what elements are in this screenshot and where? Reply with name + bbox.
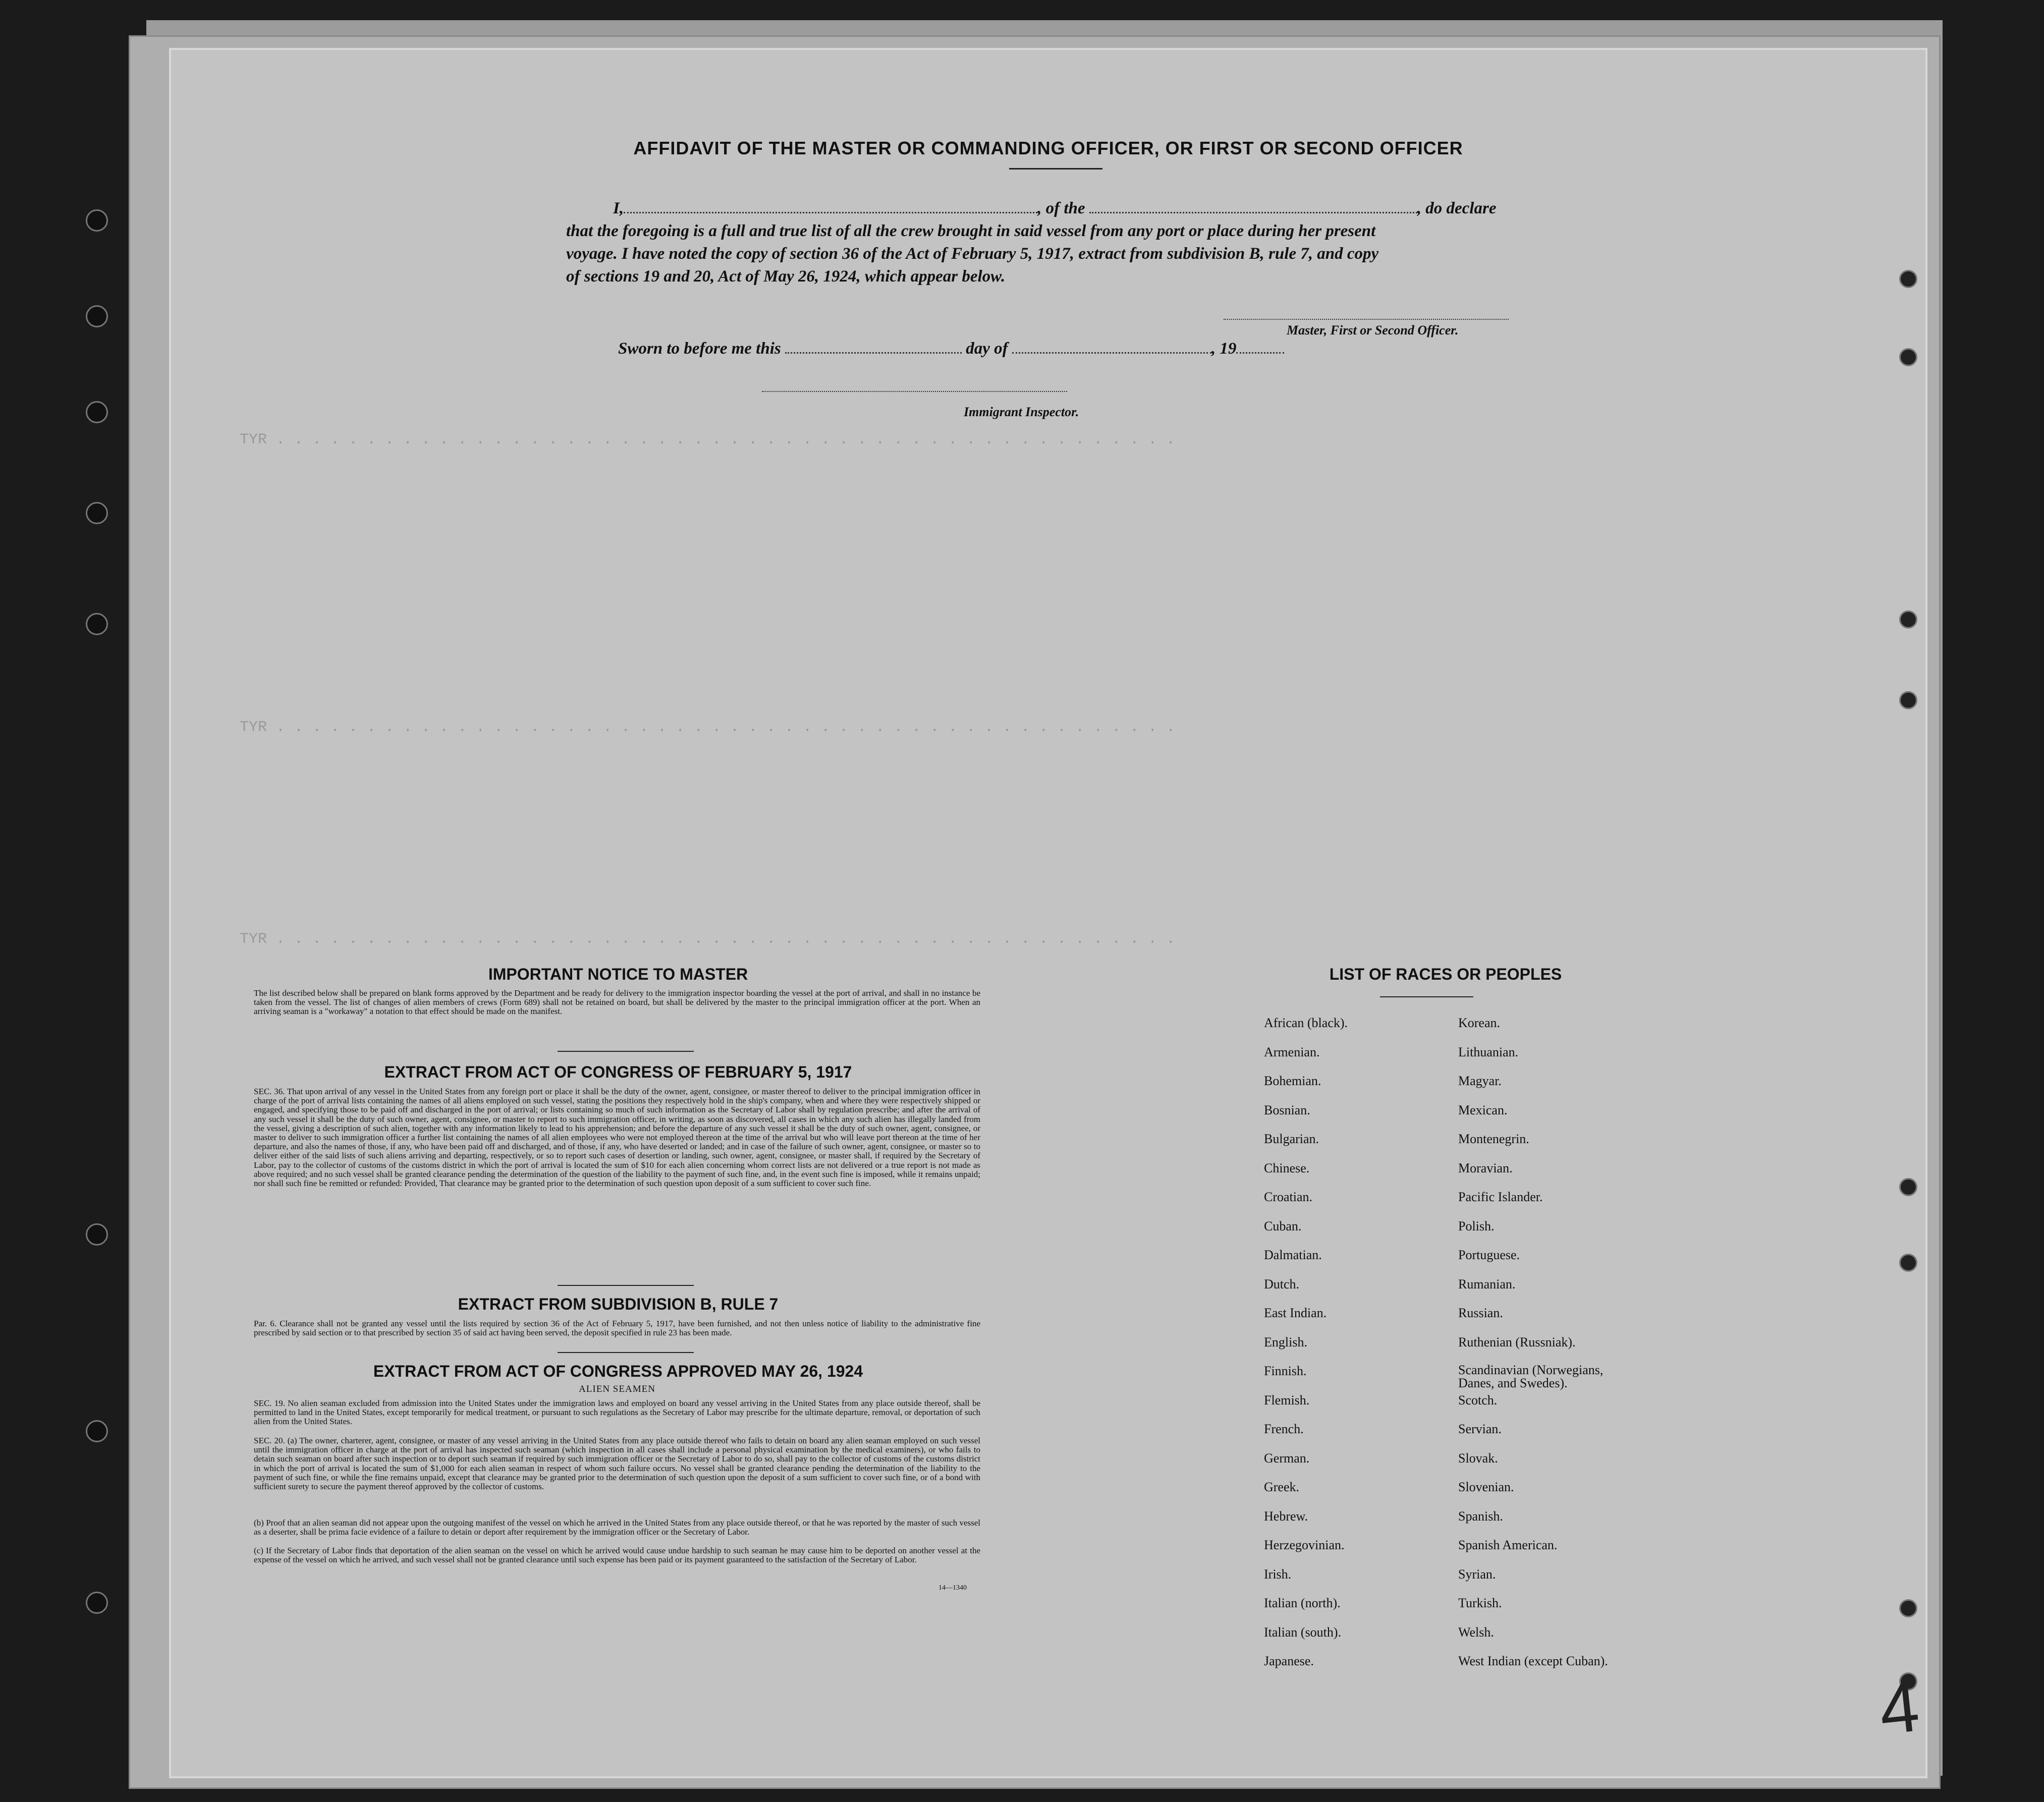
race-item: Scotch. (1458, 1392, 1498, 1407)
punch-hole (1899, 691, 1917, 709)
race-item: Magyar. (1458, 1074, 1502, 1088)
race-item: Polish. (1458, 1218, 1495, 1233)
rule7-body: Par. 6. Clearance shall not be granted any vessel until the lists required by section 36 of the Act of February 5, 1917, have been furnished, and not then unless notice of liability to the administrative fine prescribed by said section or to that prescribed by section 35 of said act having been served, the deposit specified in rule 23 has been made. (254, 1319, 980, 1338)
race-item: Croatian. (1264, 1190, 1313, 1204)
form-number: 14—1340 (938, 1584, 967, 1592)
punch-hole (86, 613, 108, 635)
punch-hole (1899, 610, 1917, 629)
race-item: Spanish. (1458, 1508, 1503, 1524)
extract-1924-title: EXTRACT FROM ACT OF CONGRESS APPROVED MAY 26, 1924 (373, 1362, 863, 1380)
race-item: Mexican. (1458, 1102, 1508, 1117)
race-item: Greek. (1264, 1480, 1300, 1494)
race-item: Spanish American. (1458, 1538, 1558, 1552)
bleed-through: TYR . . . . . . . . . . . . . . . . . . . . . . . . . . . . . . . . . . . . . . . . . . . . . . . . . . (240, 431, 1176, 448)
affidavit-title: AFFIDAVIT OF THE MASTER OR COMMANDING OFFICER, OR FIRST OR SECOND OFFICER (633, 138, 1463, 158)
race-item: Dutch. (1264, 1276, 1300, 1291)
sworn-line (618, 340, 1284, 358)
punch-hole (86, 305, 108, 327)
divider (558, 1352, 694, 1353)
notice-title: IMPORTANT NOTICE TO MASTER (488, 965, 748, 983)
race-item: Dalmatian. (1264, 1248, 1322, 1262)
races-right-column (1458, 1016, 1640, 1683)
vessel-blank (1089, 212, 1417, 213)
affidavit-declare: , do declare (1417, 199, 1497, 217)
punch-hole (1899, 348, 1917, 366)
race-item: Japanese. (1264, 1654, 1314, 1668)
affidavit-i: I, (613, 199, 624, 217)
sec19-body: SEC. 19. No alien seaman excluded from admission into the United States under the immigration laws and employed on board any vessel arriving in the United States from any place outside thereof, shall be permitted to land in the United States, except temporarily for medical treatment, or pursuant to such regulations as the Secretary of Labor may prescribe for the ultimate departure, removal, or deportation of such alien from the United States. (254, 1398, 980, 1427)
sworn-day-label: day of (966, 340, 1008, 358)
race-item: Finnish. (1264, 1364, 1307, 1378)
race-item: Cuban. (1264, 1218, 1302, 1233)
race-item: Hebrew. (1264, 1508, 1308, 1524)
bleed-through: TYR . . . . . . . . . . . . . . . . . . . . . . . . . . . . . . . . . . . . . . . . . . . . . . . . . . (240, 719, 1176, 736)
race-item: Chinese. (1264, 1160, 1310, 1175)
affidavit-line-4: of sections 19 and 20, Act of May 26, 1924, which appear below. (566, 267, 1006, 286)
punch-hole (1899, 270, 1917, 288)
sworn-year: , 19 (1211, 340, 1237, 358)
race-item: African (black). (1264, 1016, 1348, 1030)
punch-hole (1899, 1254, 1917, 1272)
race-item: Ruthenian (Russniak). (1458, 1334, 1576, 1349)
extract-1917-title: EXTRACT FROM ACT OF CONGRESS OF FEBRUARY 5, 1917 (384, 1063, 852, 1081)
affidavit-line-1 (613, 199, 1496, 218)
race-item: Scandinavian (Norwegians, Danes, and Swedes). (1458, 1363, 1604, 1390)
race-item: Lithuanian. (1458, 1044, 1519, 1059)
punch-hole (1899, 1599, 1917, 1617)
race-item: Bulgarian. (1264, 1132, 1319, 1146)
alien-seamen-subtitle: ALIEN SEAMEN (579, 1384, 655, 1394)
divider (1009, 168, 1102, 170)
punch-hole (86, 502, 108, 524)
race-item: Moravian. (1458, 1160, 1513, 1175)
divider (1380, 996, 1473, 997)
race-item: West Indian (except Cuban). (1458, 1654, 1608, 1668)
sec20a-body: SEC. 20. (a) The owner, charterer, agent, consignee, or master of any vessel arriving in the United States from any place outside thereof who fails to detain on board any alien seaman employed on such vessel until the immigration officer in charge at the port of arrival has inspected such seaman (which inspection in all cases shall include a personal physical examination by the medical examiners), or who fails to detain such seaman on board after such inspection or to deport such seaman if required by such immigration officer or the Secretary of Labor to do so, shall pay to the collector of customs of the customs district in which the port of arrival is located the sum of $1,000 for each alien seaman in respect of whom such failure occurs. No vessel shall be granted clearance pending the determination of the liability to the payment of such fine, or while the fine remains unpaid, except that clearance may be granted prior to the determination of such question upon the deposit of a sum sufficient to cover such fine, or of a bond with sufficient surety to secure the payment thereof approved by the collector of customs. (254, 1436, 980, 1492)
race-item: Slovenian. (1458, 1480, 1514, 1494)
race-item: Montenegrin. (1458, 1132, 1529, 1146)
races-title: LIST OF RACES OR PEOPLES (1329, 965, 1562, 983)
signature-line (1224, 319, 1509, 321)
punch-hole (86, 1223, 108, 1246)
punch-hole (86, 209, 108, 232)
race-item: Flemish. (1264, 1392, 1310, 1407)
race-item: Turkish. (1458, 1596, 1502, 1610)
divider (558, 1285, 694, 1286)
signature-label: Master, First or Second Officer. (1287, 323, 1459, 337)
race-item: Servian. (1458, 1422, 1502, 1436)
race-item: Bohemian. (1264, 1074, 1321, 1088)
sworn-text: Sworn to before me this (618, 340, 781, 358)
sworn-day-blank (785, 352, 962, 354)
race-item: English. (1264, 1334, 1307, 1349)
bleed-through: TYR . . . . . . . . . . . . . . . . . . . . . . . . . . . . . . . . . . . . . . . . . . . . . . . . . . (240, 931, 1176, 948)
inspector-line (762, 391, 1067, 393)
punch-hole (86, 401, 108, 423)
name-blank (624, 212, 1037, 213)
race-item: Bosnian. (1264, 1102, 1310, 1117)
race-item: Korean. (1458, 1016, 1501, 1030)
punch-hole (1899, 1178, 1917, 1196)
punch-hole (86, 1420, 108, 1442)
affidavit-line-3: voyage. I have noted the copy of section 36 of the Act of February 5, 1917, extract from subdivision B, rule 7, and copy (566, 245, 1379, 263)
race-item: Pacific Islander. (1458, 1190, 1543, 1204)
affidavit-of-the: , of the (1037, 199, 1085, 217)
affidavit-line-2: that the foregoing is a full and true list of all the crew brought in said vessel from any port or place during her present (566, 222, 1376, 240)
race-item: Rumanian. (1458, 1276, 1516, 1291)
inspector-label: Immigrant Inspector. (964, 405, 1079, 419)
race-item: Irish. (1264, 1566, 1292, 1582)
race-item: Herzegovinian. (1264, 1538, 1345, 1552)
race-item: Italian (north). (1264, 1596, 1341, 1610)
punch-hole (86, 1592, 108, 1614)
race-item: German. (1264, 1450, 1310, 1466)
race-item: East Indian. (1264, 1306, 1327, 1320)
notice-body: The list described below shall be prepared on blank forms approved by the Department and be ready for delivery to the immigration inspector boarding the vessel at the port of arrival, and shall in no instance be taken from the vessel. The list of changes of alien members of crews (Form 689) shall not be retained on board, but shall be delivered by the master to the principal immigration officer at the port. When an arriving seaman is a "workaway" a notation to that effect should be made on the manifest. (254, 988, 980, 1017)
sec20c-body: (c) If the Secretary of Labor finds that deportation of the alien seaman on the vessel on which he arrived would cause undue hardship to such seaman he may cause him to be deported on another vessel at the expense of the vessel on which he arrived, and such vessel shall not be granted clearance until such expense has been paid or its payment guaranteed to the satisfaction of the Secretary of Labor. (254, 1546, 980, 1565)
race-item: Armenian. (1264, 1044, 1320, 1059)
race-item: French. (1264, 1422, 1304, 1436)
race-item: Slovak. (1458, 1450, 1498, 1466)
handwritten-page-mark: 4 (1875, 1666, 1923, 1750)
sworn-year-blank (1236, 352, 1284, 354)
race-item: Portuguese. (1458, 1248, 1520, 1262)
divider (558, 1051, 694, 1052)
races-left-column (1264, 1016, 1348, 1683)
extract-1917-body: SEC. 36. That upon arrival of any vessel in the United States from any foreign port or place it shall be the duty of the owner, agent, consignee, or master thereof to deliver to the principal immigration officer in charge of the port of arrival lists containing the names of all aliens employed on such vessel, stating the positions they respectively hold in the ship's company, when and where they were respectively shipped or engaged, and specifying those to be paid off and discharged in the port of arrival; or lists containing so much of such information as the Secretary of Labor shall by regulation prescribe; and after the arrival of any such vessel it shall be the duty of such owner, agent, consignee, or master to report to such immigration officer, in writing, as soon as discovered, all cases in which any such alien has illegally landed from the vessel, giving a description of such alien, together with any information likely to lead to his apprehension; and before the departure of any such vessel it shall be the duty of such owner, agent, consignee, or master to deliver to such immigration officer a further list containing the names of all alien employees who were not employed thereon at the time of the arrival but who will leave port thereon at the time of her departure, and also the names of those, if any, who have been paid off and discharged, and of those, if any, who have deserted or landed; and in case of the failure of such owner, agent, consignee, or master so to deliver either of the said lists of such aliens arriving and departing, respectively, or so to report such cases of desertion or landing, such owner, agent, consignee, or master shall, if required by the Secretary of Labor, pay to the collector of customs of the customs district in which the port of arrival is located the sum of $10 for each alien concerning whom correct lists are not delivered or a true report is not made as above required; and no such vessel shall be granted clearance pending the determination of the question of the liability to the payment of such fine, and, in the event such fine is imposed, while it remains unpaid; nor shall such fine be remitted or refunded: Provided, That clearance may be granted prior to the determination of such question upon deposit of a sum sufficient to cover such fine. (254, 1087, 980, 1189)
race-item: Syrian. (1458, 1566, 1496, 1582)
race-item: Russian. (1458, 1306, 1503, 1320)
race-item: Italian (south). (1264, 1624, 1342, 1640)
rule7-title: EXTRACT FROM SUBDIVISION B, RULE 7 (458, 1295, 779, 1313)
manifest-page (169, 48, 1927, 1778)
sec20b-body: (b) Proof that an alien seaman did not appear upon the outgoing manifest of the vessel on which he arrived in the United States from any place outside thereof, or that he was reported by the master of such vessel as a deserter, shall be prima facie evidence of a failure to detain or deport after requirement by the immigration officer or the Secretary of Labor. (254, 1518, 980, 1537)
sworn-month-blank (1012, 352, 1211, 354)
race-item: Welsh. (1458, 1624, 1494, 1640)
